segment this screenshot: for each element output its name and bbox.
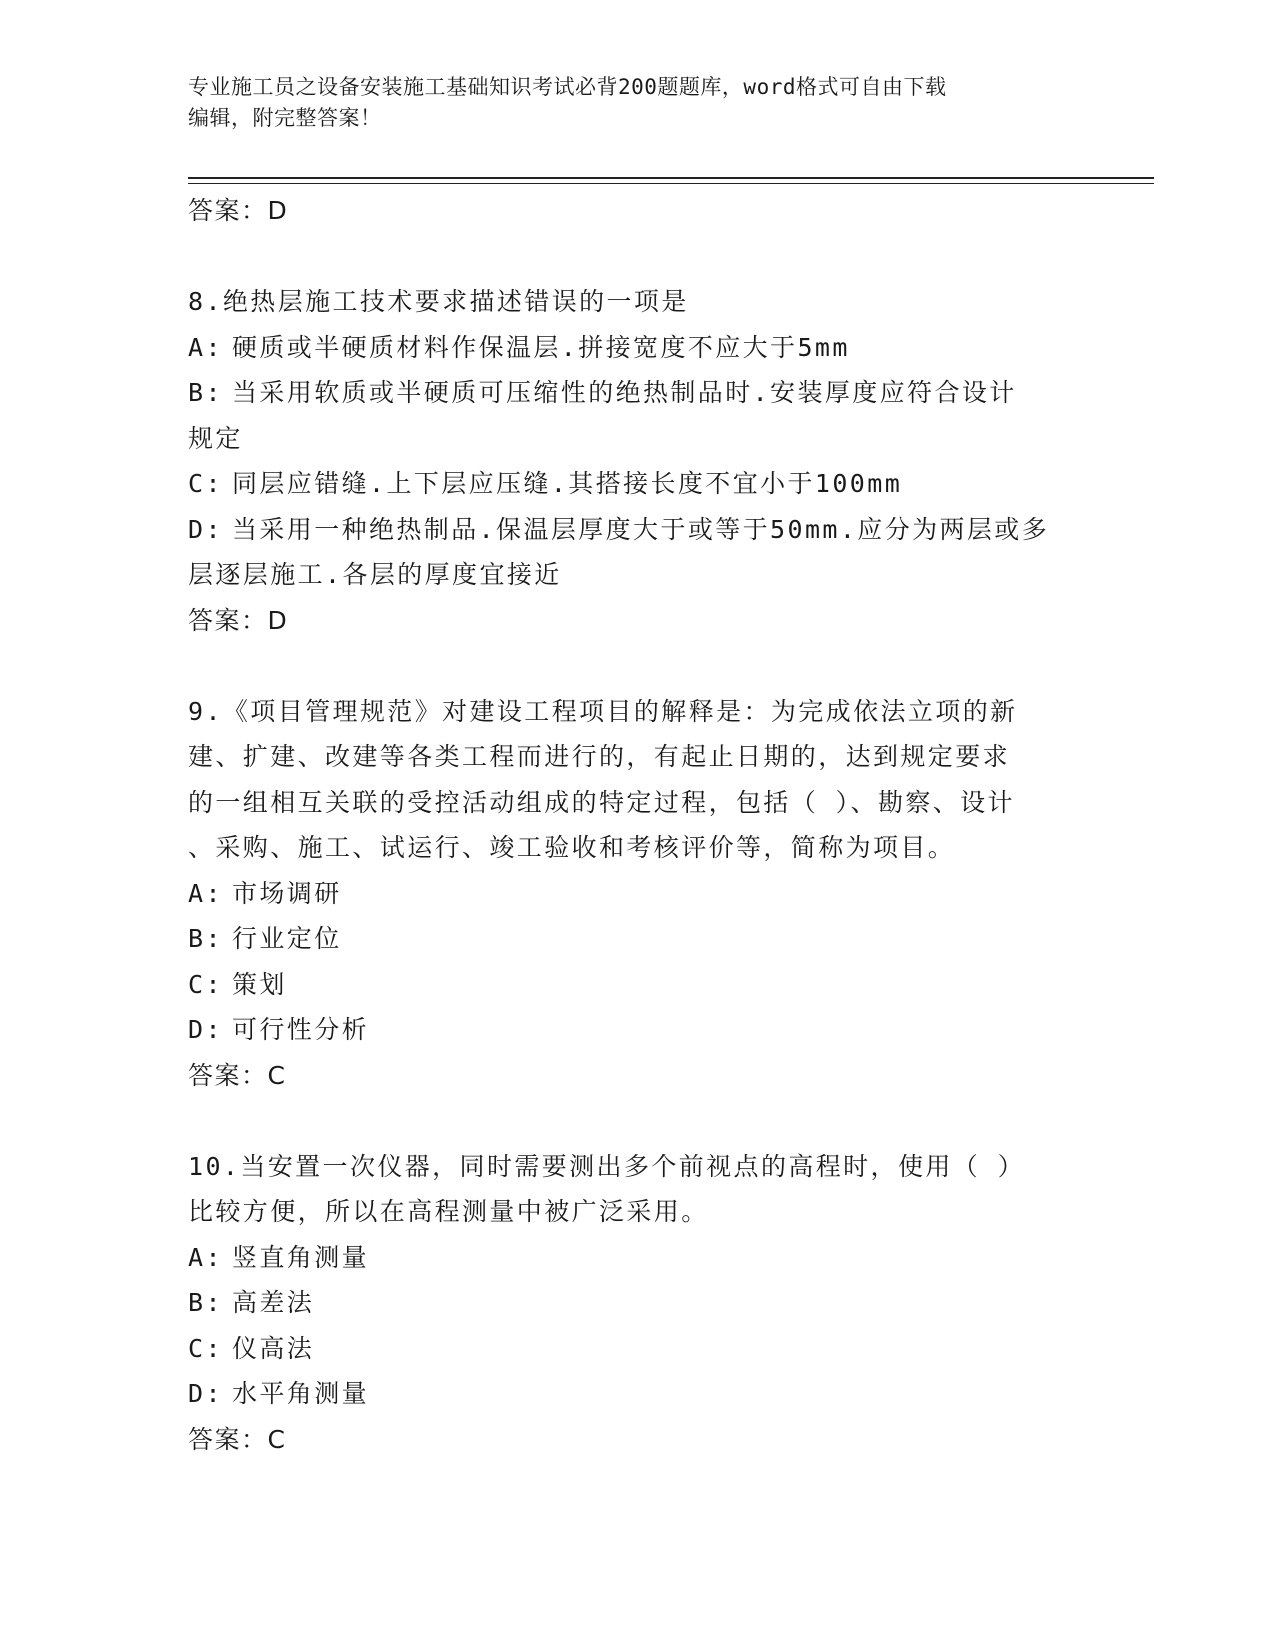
option-text: 当采用一种绝热制品.保温层厚度大于或等于50mm.应分为两层或多: [232, 514, 1050, 544]
question-block: [188, 279, 1088, 643]
question-text: 比较方便，所以在高程测量中被广泛采用。: [188, 1197, 709, 1226]
option-text: 可行性分析: [232, 1015, 370, 1044]
option-letter: A:: [188, 1242, 223, 1272]
option-letter: C:: [188, 1333, 223, 1363]
question-text: 9.《项目管理规范》对建设工程项目的解释是：为完成依法立项的新: [188, 696, 1018, 726]
question-block: [188, 689, 1088, 1099]
header-title-line-1: 专业施工员之设备安装施工基础知识考试必背200题题库，word格式可自由下载: [188, 75, 947, 99]
question-text: 的一组相互关联的受控活动组成的特定过程，包括（ ）、勘察、设计: [188, 787, 1015, 817]
option-text: 同层应错缝.上下层应压缝.其搭接长度不宜小于100mm: [232, 469, 903, 498]
question-text: 、采购、施工、试运行、竣工验收和考核评价等，简称为项目。: [188, 833, 956, 862]
spacer: [188, 234, 1088, 280]
answer-label: 答案：C: [188, 1424, 287, 1454]
option-text: 硬质或半硬质材料作保温层.拼接宽度不应大于5mm: [232, 332, 850, 362]
option-c: [188, 962, 1088, 1008]
question-text: 8.绝热层施工技术要求描述错误的一项是: [188, 287, 689, 316]
option-b-continuation: 规定: [188, 423, 243, 453]
answer-label: 答案：D: [188, 605, 289, 635]
option-letter: D:: [188, 514, 223, 544]
option-text: 竖直角测量: [232, 1242, 370, 1272]
option-c: [188, 1326, 1088, 1372]
option-letter: A:: [188, 878, 223, 908]
option-a: [188, 1235, 1088, 1281]
option-letter: D:: [188, 1379, 223, 1408]
spacer: [188, 1098, 1088, 1144]
option-text: 水平角测量: [232, 1379, 370, 1408]
option-letter: A:: [188, 332, 223, 362]
option-letter: B:: [188, 1288, 223, 1317]
document-header: [188, 72, 1068, 134]
option-text: 当采用软质或半硬质可压缩性的绝热制品时.安装厚度应符合设计: [232, 378, 1017, 407]
option-letter: D:: [188, 1015, 223, 1044]
header-divider-thin: [188, 183, 1154, 184]
option-d: [188, 507, 1088, 553]
option-text: 策划: [232, 969, 287, 999]
option-letter: C:: [188, 469, 223, 498]
option-letter: B:: [188, 378, 223, 407]
option-d: [188, 1007, 1088, 1053]
option-d-continuation: 层逐层施工.各层的厚度宜接近: [188, 560, 562, 589]
option-b: [188, 1280, 1088, 1326]
question-text: 建、扩建、改建等各类工程而进行的，有起止日期的，达到规定要求: [188, 742, 1011, 771]
question-block: [188, 1144, 1088, 1463]
header-title-line-2: 编辑，附完整答案！: [188, 106, 382, 130]
option-text: 市场调研: [232, 878, 342, 908]
option-letter: B:: [188, 924, 223, 953]
question-text: 10.当安置一次仪器，同时需要测出多个前视点的高程时，使用（ ）: [188, 1151, 1026, 1181]
question-list: [188, 188, 1088, 1462]
option-letter: C:: [188, 969, 223, 999]
option-b: [188, 370, 1088, 416]
option-b: [188, 916, 1088, 962]
header-divider: [188, 177, 1154, 179]
option-a: [188, 871, 1088, 917]
option-text: 高差法: [232, 1288, 315, 1317]
answer-label: 答案：D: [188, 196, 289, 225]
answer-label: 答案：C: [188, 1060, 287, 1090]
option-text: 行业定位: [232, 924, 342, 953]
option-text: 仪高法: [232, 1333, 315, 1363]
option-a: [188, 325, 1088, 371]
option-c: [188, 461, 1088, 507]
spacer: [188, 643, 1088, 689]
option-d: [188, 1371, 1088, 1417]
